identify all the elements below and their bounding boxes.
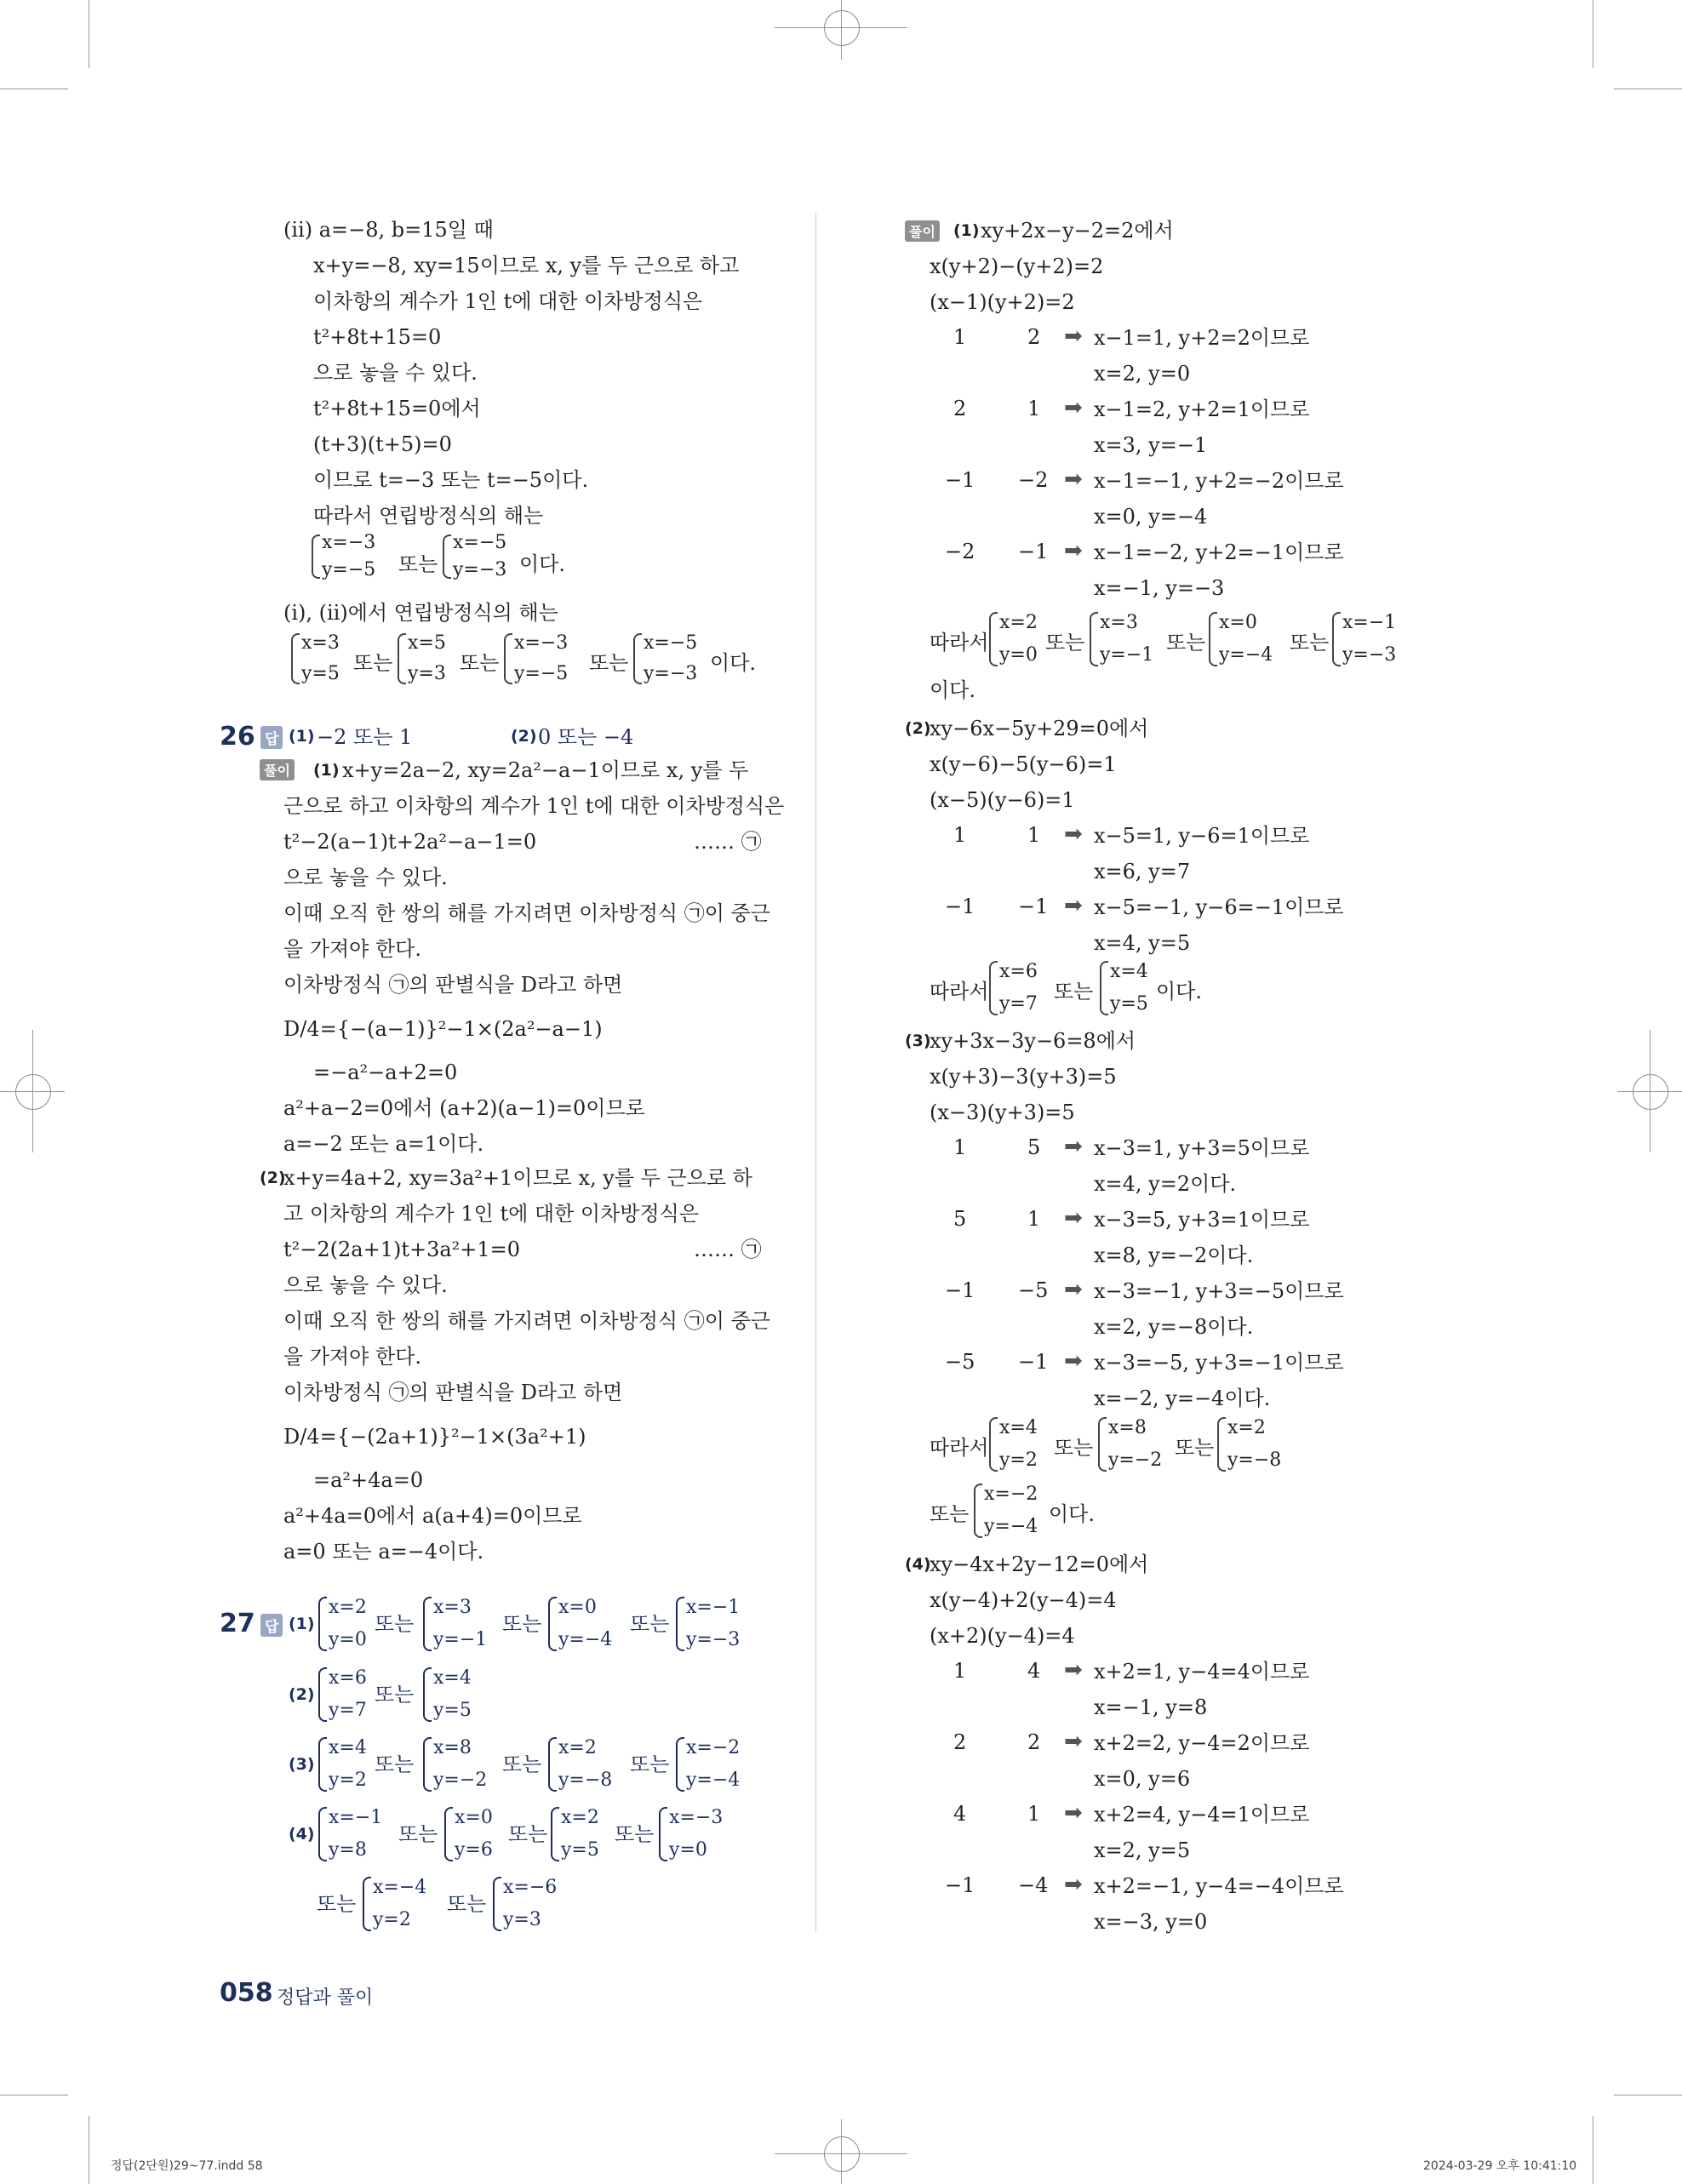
- question-number: 26: [220, 722, 255, 752]
- solution-line: 근으로 하고 이차항의 계수가 1인 t에 대한 이차방정식은: [283, 794, 785, 818]
- system-of-equations: [441, 529, 506, 584]
- or-text: 또는: [460, 651, 500, 675]
- file-info: 정답(2단원)29~77.indd 58: [111, 2159, 263, 2173]
- sys-x: x=3: [301, 632, 340, 654]
- or-text: 또는: [1175, 1436, 1215, 1460]
- system-of-equations: [632, 628, 697, 689]
- ttarase-text: 따라서: [930, 631, 989, 655]
- ida-text: 이다.: [519, 552, 565, 576]
- case-line: x−1=2, y+2=1이므로: [1094, 397, 1310, 421]
- answer-system: [421, 1662, 472, 1727]
- i-ii-line: (ⅰ), (ⅱ)에서 연립방정식의 해는: [283, 601, 558, 625]
- sys-x: x=−3: [669, 1807, 724, 1828]
- case-result: x=0, y=6: [1094, 1767, 1191, 1791]
- sys-y: y=−3: [1342, 644, 1397, 666]
- sys-x: x=2: [1227, 1417, 1266, 1438]
- sys-y: y=−4: [686, 1769, 741, 1791]
- solution-line: =a²+4a=0: [313, 1468, 424, 1492]
- factor-a: 1: [953, 823, 967, 847]
- part-label: (4): [905, 1555, 931, 1574]
- arrow-right-icon: ➡: [1064, 1800, 1083, 1826]
- sys-y: y=−5: [514, 663, 569, 684]
- system-of-equations: [987, 607, 1038, 672]
- or-text: 또는: [589, 651, 629, 675]
- or-text: 또는: [630, 1752, 670, 1776]
- case-line: x−3=5, y+3=1이므로: [1094, 1208, 1310, 1232]
- or-text: 또는: [353, 651, 393, 675]
- sys-x: x=−3: [322, 532, 376, 553]
- part-label: (3): [905, 1032, 931, 1050]
- sys-y: y=5: [301, 663, 340, 684]
- mark-label: …… ㉠: [694, 830, 762, 854]
- case-line: x−1=1, y+2=2이므로: [1094, 326, 1310, 350]
- ii-line: x+y=−8, xy=15이므로 x, y를 두 근으로 하고: [313, 254, 740, 277]
- sys-y: y=5: [1110, 993, 1148, 1015]
- answer-system: [546, 1592, 612, 1656]
- arrow-right-icon: ➡: [1064, 893, 1083, 918]
- system-of-equations: [987, 956, 1038, 1021]
- case-line: x−1=−2, y+2=−1이므로: [1094, 540, 1344, 564]
- solution-line: x(y+3)−3(y+3)=5: [930, 1065, 1117, 1089]
- solution-line: (x−3)(y+3)=5: [930, 1101, 1075, 1124]
- sys-y: y=0: [999, 644, 1038, 666]
- answer-label: (3): [289, 1755, 315, 1774]
- solution-line: 이차방정식 ㉠의 판별식을 D라고 하면: [283, 1381, 623, 1404]
- registration-mark: [1633, 1074, 1668, 1110]
- answer-system: [674, 1732, 740, 1797]
- sys-y: y=3: [503, 1909, 541, 1930]
- arrow-right-icon: ➡: [1064, 1277, 1083, 1302]
- system-of-equations: [310, 529, 375, 584]
- solution-line: 을 가져야 한다.: [283, 1345, 421, 1369]
- factor-a: −2: [945, 540, 975, 563]
- case-line: x−3=1, y+3=5이므로: [1094, 1136, 1310, 1160]
- sys-y: y=−4: [984, 1516, 1038, 1537]
- factor-a: −1: [945, 1278, 975, 1302]
- ii-line: t²+8t+15=0에서: [313, 397, 481, 420]
- factor-b: −4: [1018, 1873, 1049, 1897]
- sys-x: x=−1: [329, 1807, 383, 1828]
- registration-mark: [15, 1074, 51, 1110]
- factor-a: 1: [953, 325, 967, 349]
- crop-mark: [841, 2119, 842, 2184]
- answer-system: [674, 1592, 740, 1656]
- case-result: x=3, y=−1: [1094, 433, 1208, 457]
- crop-mark: [841, 0, 842, 60]
- solution-line: x+y=4a+2, xy=3a²+1이므로 x, y를 두 근으로 하: [283, 1166, 752, 1190]
- answer-system: [421, 1592, 487, 1656]
- factor-b: 1: [1027, 397, 1041, 420]
- answer-system: [317, 1732, 367, 1797]
- answer-system: [546, 1732, 612, 1797]
- sys-y: y=0: [329, 1629, 367, 1650]
- or-text: 또는: [1054, 1436, 1094, 1460]
- sys-x: x=2: [561, 1807, 599, 1828]
- or-text: 또는: [508, 1822, 548, 1846]
- part-label: (1): [313, 761, 340, 780]
- solution-line: D/4={−(a−1)}²−1×(2a²−a−1): [283, 1017, 603, 1041]
- arrow-right-icon: ➡: [1064, 1657, 1083, 1683]
- answer-badge: 답: [260, 1614, 283, 1637]
- sys-y: y=−1: [1100, 644, 1154, 666]
- arrow-right-icon: ➡: [1064, 395, 1083, 420]
- column-divider: [815, 213, 816, 1932]
- case-result: x=2, y=0: [1094, 362, 1191, 386]
- case-result: x=4, y=5: [1094, 931, 1191, 955]
- arrow-right-icon: ➡: [1064, 1205, 1083, 1231]
- arrow-right-icon: ➡: [1064, 821, 1083, 847]
- factor-b: −1: [1018, 1350, 1049, 1374]
- solution-line: 으로 놓을 수 있다.: [283, 866, 448, 889]
- case-line: x−5=1, y−6=1이므로: [1094, 824, 1310, 848]
- answer-label: (2): [511, 727, 537, 746]
- factor-a: −1: [945, 895, 975, 918]
- solution-line: x+y=2a−2, xy=2a²−a−1이므로 x, y를 두: [342, 758, 749, 782]
- crop-mark: [1650, 1030, 1651, 1152]
- solution-line: a=0 또는 a=−4이다.: [283, 1540, 484, 1564]
- case-result: x=−1, y=−3: [1094, 576, 1225, 600]
- sys-y: y=6: [455, 1839, 493, 1861]
- sys-x: x=6: [999, 961, 1038, 982]
- factor-a: −1: [945, 1873, 975, 1897]
- or-text: 또는: [502, 1612, 542, 1636]
- arrow-right-icon: ➡: [1064, 1872, 1083, 1897]
- case-line: x+2=4, y−4=1이므로: [1094, 1803, 1310, 1827]
- answer-text: −2 또는 1: [317, 725, 413, 749]
- sys-x: x=4: [1110, 961, 1148, 982]
- part-label: (2): [260, 1169, 286, 1187]
- answer-system: [421, 1732, 487, 1797]
- solution-line: x(y+2)−(y+2)=2: [930, 254, 1104, 278]
- ida-text: 이다.: [710, 651, 756, 675]
- ttarase-text: 따라서: [930, 1436, 989, 1460]
- answer-system: [317, 1802, 382, 1867]
- solution-line: a²+a−2=0에서 (a+2)(a−1)=0이므로: [283, 1096, 645, 1120]
- solution-line: 이차방정식 ㉠의 판별식을 D라고 하면: [283, 973, 623, 997]
- or-text: 또는: [1045, 631, 1085, 655]
- sys-y: y=−5: [322, 559, 376, 580]
- sys-y: y=3: [408, 663, 446, 684]
- sys-x: x=8: [1108, 1417, 1147, 1438]
- answer-system: [317, 1662, 367, 1727]
- solution-line: t²−2(a−1)t+2a²−a−1=0: [283, 830, 537, 854]
- answer-system: [657, 1802, 723, 1867]
- or-text: 또는: [1054, 980, 1094, 1003]
- factor-b: 1: [1027, 1802, 1041, 1826]
- answer-system: [443, 1802, 493, 1867]
- sys-x: x=3: [1100, 612, 1138, 633]
- answer-system: [361, 1872, 426, 1936]
- case-line: x−3=−5, y+3=−1이므로: [1094, 1351, 1344, 1375]
- factor-a: 1: [953, 1659, 967, 1683]
- part-label: (2): [905, 719, 931, 738]
- sys-y: y=−2: [1108, 1449, 1163, 1471]
- sys-y: y=−3: [686, 1629, 741, 1650]
- solution-line: a²+4a=0에서 a(a+4)=0이므로: [283, 1504, 582, 1528]
- sys-y: y=2: [373, 1909, 411, 1930]
- case-line: x−5=−1, y−6=−1이므로: [1094, 895, 1344, 919]
- answer-label: (1): [289, 727, 315, 746]
- case-result: x=2, y=−8이다.: [1094, 1315, 1254, 1339]
- solution-line: D/4={−(2a+1)}²−1×(3a²+1): [283, 1425, 586, 1449]
- sys-y: y=−3: [453, 559, 507, 580]
- sys-x: x=4: [999, 1417, 1038, 1438]
- system-of-equations: [1207, 607, 1273, 672]
- mark-label: …… ㉠: [694, 1238, 762, 1261]
- ii-line: t²+8t+15=0: [313, 325, 442, 349]
- case-result: x=−1, y=8: [1094, 1695, 1208, 1719]
- solution-line: 으로 놓을 수 있다.: [283, 1273, 448, 1297]
- ii-line: 따라서 연립방정식의 해는: [313, 504, 544, 528]
- solution-line: 이때 오직 한 쌍의 해를 가지려면 이차방정식 ㉠이 중근: [283, 901, 770, 925]
- solution-line: xy+3x−3y−6=8에서: [930, 1029, 1136, 1053]
- solution-line: xy−4x+2y−12=0에서: [930, 1552, 1149, 1576]
- solution-line: t²−2(2a+1)t+3a²+1=0: [283, 1238, 521, 1261]
- factor-b: −1: [1018, 540, 1049, 563]
- factor-a: −1: [945, 468, 975, 492]
- sys-y: y=7: [329, 1700, 367, 1721]
- sys-x: x=5: [408, 632, 446, 654]
- case-line: x+2=1, y−4=4이므로: [1094, 1660, 1310, 1684]
- case-line: x+2=2, y−4=2이므로: [1094, 1731, 1310, 1755]
- arrow-right-icon: ➡: [1064, 323, 1083, 349]
- ida-text: 이다.: [930, 678, 975, 702]
- part-label: (1): [953, 221, 980, 240]
- case-result: x=2, y=5: [1094, 1838, 1191, 1862]
- case-line: x−3=−1, y+3=−5이므로: [1094, 1279, 1344, 1303]
- ii-line: 이므로 t=−3 또는 t=−5이다.: [313, 468, 589, 492]
- solution-line: =−a²−a+2=0: [313, 1061, 458, 1084]
- sys-x: x=8: [433, 1737, 472, 1758]
- page-number: 058: [220, 1978, 273, 2008]
- or-text: 또는: [630, 1612, 670, 1636]
- solution-line: (x−5)(y−6)=1: [930, 788, 1075, 812]
- sys-x: x=−6: [503, 1877, 558, 1898]
- sys-x: x=0: [1219, 612, 1257, 633]
- sys-x: x=2: [999, 612, 1038, 633]
- sys-x: x=−2: [686, 1737, 741, 1758]
- or-text: 또는: [375, 1683, 415, 1707]
- page-title: 정답과 풀이: [277, 1987, 374, 2009]
- sys-x: x=6: [329, 1667, 367, 1689]
- solution-line: x(y−6)−5(y−6)=1: [930, 752, 1117, 776]
- sys-y: y=−8: [558, 1769, 613, 1791]
- factor-b: 1: [1027, 1207, 1041, 1231]
- or-text: 또는: [615, 1822, 655, 1846]
- solution-line: 이때 오직 한 쌍의 해를 가지려면 이차방정식 ㉠이 중근: [283, 1309, 770, 1333]
- sys-y: y=0: [669, 1839, 707, 1861]
- or-text: 또는: [398, 1822, 438, 1846]
- factor-b: 4: [1027, 1659, 1041, 1683]
- sys-y: y=−3: [644, 663, 698, 684]
- arrow-right-icon: ➡: [1064, 1348, 1083, 1374]
- sys-y: y=5: [433, 1700, 472, 1721]
- case-result: x=8, y=−2이다.: [1094, 1244, 1254, 1267]
- factor-a: 2: [953, 397, 967, 420]
- answer-system: [549, 1802, 599, 1867]
- sys-y: y=−2: [433, 1769, 488, 1791]
- system-of-equations: [396, 628, 446, 689]
- answer-label: (2): [289, 1685, 315, 1704]
- solution-badge: 풀이: [905, 220, 940, 242]
- solution-line: x(y−4)+2(y−4)=4: [930, 1588, 1117, 1612]
- or-text: 또는: [447, 1892, 487, 1916]
- factor-a: 2: [953, 1730, 967, 1754]
- case-line: x−1=−1, y+2=−2이므로: [1094, 469, 1344, 493]
- or-text: 또는: [317, 1892, 357, 1916]
- ttarase-text: 따라서: [930, 980, 989, 1003]
- sys-y: y=2: [329, 1769, 367, 1791]
- arrow-right-icon: ➡: [1064, 466, 1083, 492]
- sys-y: y=−8: [1227, 1449, 1282, 1471]
- sys-x: x=−1: [686, 1597, 741, 1618]
- ii-line: (t+3)(t+5)=0: [313, 432, 452, 456]
- sys-x: x=3: [433, 1597, 472, 1618]
- answer-system: [317, 1592, 367, 1656]
- system-of-equations: [1088, 607, 1153, 672]
- factor-a: −5: [945, 1350, 975, 1374]
- factor-b: −1: [1018, 895, 1049, 918]
- or-text: 또는: [930, 1502, 970, 1526]
- sys-x: x=−5: [453, 532, 507, 553]
- or-text: 또는: [375, 1752, 415, 1776]
- ii-header: (ⅱ) a=−8, b=15일 때: [283, 218, 494, 242]
- solution-badge: 풀이: [260, 759, 295, 780]
- registration-mark: [824, 2136, 860, 2172]
- case-result: x=0, y=−4: [1094, 505, 1208, 529]
- ii-line: 으로 놓을 수 있다.: [313, 361, 478, 385]
- solution-line: (x+2)(y−4)=4: [930, 1624, 1075, 1648]
- ida-text: 이다.: [1156, 980, 1202, 1003]
- solution-line: xy+2x−y−2=2에서: [981, 219, 1174, 243]
- case-line: x+2=−1, y−4=−4이므로: [1094, 1874, 1344, 1898]
- answer-badge: 답: [260, 726, 283, 749]
- factor-b: 2: [1027, 1730, 1041, 1754]
- sys-x: x=2: [329, 1597, 367, 1618]
- sys-y: y=−1: [433, 1629, 488, 1650]
- case-result: x=6, y=7: [1094, 860, 1191, 883]
- sys-y: y=−4: [558, 1629, 613, 1650]
- solution-line: (x−1)(y+2)=2: [930, 290, 1075, 314]
- ida-text: 이다.: [1049, 1502, 1095, 1526]
- print-timestamp: 2024-03-29 오후 10:41:10: [1423, 2159, 1577, 2173]
- system-of-equations: [1216, 1412, 1281, 1477]
- or-text: 또는: [1290, 631, 1330, 655]
- sys-x: x=4: [329, 1737, 367, 1758]
- case-result: x=−2, y=−4이다.: [1094, 1386, 1271, 1410]
- answer-label: (4): [289, 1825, 315, 1844]
- sys-x: x=−4: [373, 1877, 427, 1898]
- factor-b: −5: [1018, 1278, 1049, 1302]
- arrow-right-icon: ➡: [1064, 1134, 1083, 1159]
- or-text: 또는: [375, 1612, 415, 1636]
- sys-y: y=8: [329, 1839, 367, 1861]
- system-of-equations: [972, 1478, 1038, 1543]
- arrow-right-icon: ➡: [1064, 1729, 1083, 1754]
- system-of-equations: [1098, 956, 1148, 1021]
- factor-b: 1: [1027, 823, 1041, 847]
- case-result: x=4, y=2이다.: [1094, 1172, 1237, 1196]
- system-of-equations: [289, 628, 340, 689]
- answer-system: [491, 1872, 557, 1936]
- registration-mark: [824, 10, 860, 46]
- system-of-equations: [1096, 1412, 1162, 1477]
- system-of-equations: [987, 1412, 1038, 1477]
- or-text: 또는: [398, 552, 438, 576]
- sys-x: x=−2: [984, 1484, 1038, 1505]
- sys-x: x=0: [558, 1597, 597, 1618]
- sys-x: x=0: [455, 1807, 493, 1828]
- sys-x: x=4: [433, 1667, 472, 1689]
- factor-a: 1: [953, 1135, 967, 1159]
- solution-line: a=−2 또는 a=1이다.: [283, 1132, 484, 1156]
- case-result: x=−3, y=0: [1094, 1910, 1208, 1934]
- system-of-equations: [1330, 607, 1396, 672]
- solution-line: xy−6x−5y+29=0에서: [930, 717, 1149, 740]
- sys-y: y=7: [999, 993, 1038, 1015]
- or-text: 또는: [502, 1752, 542, 1776]
- factor-b: 5: [1027, 1135, 1041, 1159]
- sys-y: y=−4: [1219, 644, 1273, 666]
- sys-y: y=5: [561, 1839, 599, 1861]
- solution-line: 을 가져야 한다.: [283, 937, 421, 961]
- answer-text: 0 또는 −4: [538, 725, 634, 749]
- or-text: 또는: [1166, 631, 1206, 655]
- sys-x: x=−3: [514, 632, 569, 654]
- factor-a: 5: [953, 1207, 967, 1231]
- sys-x: x=2: [558, 1737, 597, 1758]
- answer-label: (1): [289, 1615, 315, 1633]
- sys-x: x=−1: [1342, 612, 1397, 633]
- factor-a: 4: [953, 1802, 967, 1826]
- crop-mark: [32, 1030, 33, 1152]
- sys-y: y=2: [999, 1449, 1038, 1471]
- arrow-right-icon: ➡: [1064, 538, 1083, 563]
- system-of-equations: [502, 628, 568, 689]
- question-number: 27: [220, 1609, 255, 1638]
- factor-b: −2: [1018, 468, 1049, 492]
- solution-line: 고 이차항의 계수가 1인 t에 대한 이차방정식은: [283, 1202, 699, 1226]
- sys-x: x=−5: [644, 632, 698, 654]
- ii-line: 이차항의 계수가 1인 t에 대한 이차방정식은: [313, 289, 703, 313]
- factor-b: 2: [1027, 325, 1041, 349]
